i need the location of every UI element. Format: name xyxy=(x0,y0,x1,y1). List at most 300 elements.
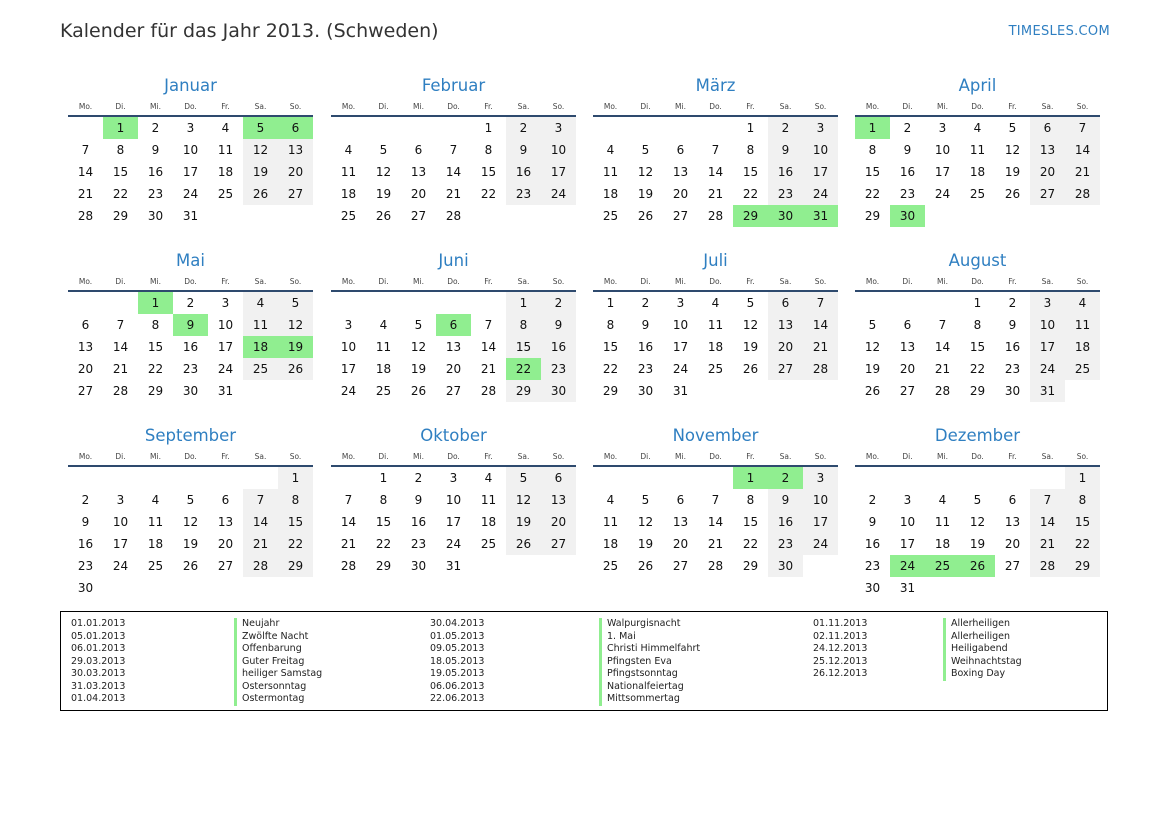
weekday-label: Do. xyxy=(709,102,722,111)
day-cell: 31 xyxy=(217,384,234,398)
day-cell: 9 xyxy=(768,489,803,511)
day-cell: 26 xyxy=(637,209,654,223)
day-grid xyxy=(593,467,838,577)
month-name: Juli xyxy=(703,251,728,270)
day-cell: 21 xyxy=(77,187,94,201)
day-cell: 24 xyxy=(934,187,951,201)
legend-date: 19.05.2013 xyxy=(430,668,485,679)
day-cell: 25 xyxy=(375,384,392,398)
weekday-label: Do. xyxy=(447,452,460,461)
day-cell: 4 xyxy=(938,493,947,507)
day-cell: 23 xyxy=(768,533,803,555)
day-cell: 23 xyxy=(864,559,881,573)
day-cell: 3 xyxy=(449,471,458,485)
day-cell: 18 xyxy=(969,165,986,179)
day-cell: 7 xyxy=(711,143,720,157)
empty-cell xyxy=(855,292,890,314)
legend-holiday-name: Ostersonntag xyxy=(234,681,322,694)
weekday-header xyxy=(68,450,313,464)
day-cell: 13 xyxy=(77,340,94,354)
day-cell: 21 xyxy=(340,537,357,551)
day-cell: 9 xyxy=(768,139,803,161)
day-cell: 13 xyxy=(672,515,689,529)
month-dezember xyxy=(855,424,1100,599)
day-cell: 17 xyxy=(803,511,838,533)
day-cell: 7 xyxy=(81,143,90,157)
day-cell: 10 xyxy=(182,143,199,157)
day-cell: 16 xyxy=(899,165,916,179)
day-cell: 10 xyxy=(1030,314,1065,336)
day-cell: 5 xyxy=(641,493,650,507)
legend-holiday-name: Weihnachtstag xyxy=(943,656,1022,669)
day-cell: 28 xyxy=(480,384,497,398)
legend-holiday-name: Neujahr xyxy=(234,618,322,631)
day-cell: 20 xyxy=(899,362,916,376)
weekday-label: Do. xyxy=(447,102,460,111)
empty-cell xyxy=(698,117,733,139)
day-cell: 24 xyxy=(672,362,689,376)
day-cell: 23 xyxy=(182,362,199,376)
day-cell: 21 xyxy=(707,537,724,551)
day-cell: 5 xyxy=(641,143,650,157)
weekday-header xyxy=(331,450,576,464)
legend-holiday-name: Pfingstsonntag xyxy=(599,668,700,681)
weekday-label: So. xyxy=(814,452,827,461)
day-cell: 4 xyxy=(606,493,615,507)
weekday-label: Mi. xyxy=(413,102,424,111)
holiday-day-cell: 1 xyxy=(103,117,138,139)
weekday-label: Mi. xyxy=(937,452,948,461)
page-title: Kalender für das Jahr 2013. (Schweden) xyxy=(60,20,439,42)
day-cell: 22 xyxy=(375,537,392,551)
weekday-label: Fr. xyxy=(484,102,493,111)
weekday-label: Mo. xyxy=(865,102,880,111)
empty-cell xyxy=(138,467,173,489)
day-cell: 17 xyxy=(541,161,576,183)
day-cell: 1 xyxy=(746,121,755,135)
day-cell: 21 xyxy=(445,187,462,201)
day-cell: 13 xyxy=(445,340,462,354)
legend-date: 25.12.2013 xyxy=(813,655,868,667)
month-september xyxy=(68,424,313,599)
weekday-label: Mi. xyxy=(413,277,424,286)
legend-holiday-name: Mittsommertag xyxy=(599,693,700,706)
day-cell: 24 xyxy=(541,183,576,205)
day-cell: 14 xyxy=(1065,139,1100,161)
day-cell: 19 xyxy=(637,537,654,551)
holiday-day-cell: 24 xyxy=(890,555,925,577)
day-cell: 29 xyxy=(1065,555,1100,577)
day-cell: 19 xyxy=(410,362,427,376)
day-cell: 1 xyxy=(606,296,615,310)
weekday-label: Sa. xyxy=(254,102,267,111)
holiday-day-cell: 30 xyxy=(890,205,925,227)
weekday-label: Sa. xyxy=(779,277,792,286)
day-cell: 27 xyxy=(410,209,427,223)
legend-holiday-name: Christi Himmelfahrt xyxy=(599,643,700,656)
day-cell: 13 xyxy=(1030,139,1065,161)
day-cell: 29 xyxy=(506,380,541,402)
day-cell: 31 xyxy=(899,581,916,595)
day-cell: 16 xyxy=(182,340,199,354)
month-name: Februar xyxy=(421,76,486,95)
day-cell: 12 xyxy=(182,515,199,529)
month-name: März xyxy=(695,76,736,95)
day-cell: 29 xyxy=(602,384,619,398)
day-cell: 26 xyxy=(506,533,541,555)
day-cell: 8 xyxy=(1065,489,1100,511)
weekday-label: Sa. xyxy=(1041,452,1054,461)
weekday-label: Do. xyxy=(971,277,984,286)
weekday-label: So. xyxy=(1076,277,1089,286)
day-cell: 27 xyxy=(217,559,234,573)
weekday-header xyxy=(68,275,313,289)
day-cell: 9 xyxy=(1008,318,1017,332)
day-cell: 11 xyxy=(375,340,392,354)
holiday-day-cell: 1 xyxy=(855,117,890,139)
empty-cell xyxy=(436,292,471,314)
day-cell: 23 xyxy=(1004,362,1021,376)
day-cell: 17 xyxy=(672,340,689,354)
holiday-day-cell: 22 xyxy=(506,358,541,380)
day-cell: 26 xyxy=(1004,187,1021,201)
holiday-day-cell: 25 xyxy=(925,555,960,577)
day-cell: 9 xyxy=(506,139,541,161)
day-cell: 18 xyxy=(375,362,392,376)
month-august xyxy=(855,249,1100,402)
day-cell: 2 xyxy=(541,292,576,314)
legend-date: 06.06.2013 xyxy=(430,680,485,692)
day-cell: 12 xyxy=(243,139,278,161)
legend-date: 01.01.2013 xyxy=(71,618,126,629)
month-januar xyxy=(68,74,313,227)
day-cell: 25 xyxy=(602,559,619,573)
weekday-label: Sa. xyxy=(517,277,530,286)
weekday-header xyxy=(331,100,576,114)
day-cell: 15 xyxy=(112,165,129,179)
day-cell: 21 xyxy=(243,533,278,555)
day-cell: 22 xyxy=(147,362,164,376)
day-cell: 18 xyxy=(1065,336,1100,358)
day-cell: 18 xyxy=(707,340,724,354)
day-cell: 27 xyxy=(77,384,94,398)
day-cell: 5 xyxy=(278,292,313,314)
legend-holiday-name: Zwölfte Nacht xyxy=(234,631,322,644)
day-cell: 13 xyxy=(278,139,313,161)
day-cell: 13 xyxy=(672,165,689,179)
empty-cell xyxy=(855,467,890,489)
day-cell: 24 xyxy=(1030,358,1065,380)
day-cell: 4 xyxy=(1065,292,1100,314)
day-cell: 4 xyxy=(379,318,388,332)
day-cell: 30 xyxy=(864,581,881,595)
day-cell: 9 xyxy=(541,314,576,336)
holiday-legend xyxy=(60,611,1108,711)
weekday-header xyxy=(855,100,1100,114)
day-cell: 20 xyxy=(1030,161,1065,183)
day-cell: 22 xyxy=(864,187,881,201)
day-cell: 20 xyxy=(672,187,689,201)
day-cell: 19 xyxy=(375,187,392,201)
legend-date: 01.11.2013 xyxy=(813,618,868,629)
weekday-label: Mo. xyxy=(341,102,356,111)
day-cell: 6 xyxy=(1030,117,1065,139)
day-cell: 6 xyxy=(81,318,90,332)
day-cell: 27 xyxy=(672,559,689,573)
day-cell: 18 xyxy=(480,515,497,529)
day-cell: 16 xyxy=(637,340,654,354)
legend-date: 31.03.2013 xyxy=(71,680,126,692)
day-cell: 2 xyxy=(768,117,803,139)
weekday-label: Di. xyxy=(115,277,126,286)
day-cell: 28 xyxy=(77,209,94,223)
day-cell: 17 xyxy=(217,340,234,354)
day-cell: 15 xyxy=(506,336,541,358)
legend-date: 09.05.2013 xyxy=(430,643,485,654)
day-cell: 26 xyxy=(375,209,392,223)
legend-holiday-name: Walpurgisnacht xyxy=(599,618,700,631)
day-cell: 12 xyxy=(969,515,986,529)
day-cell: 4 xyxy=(344,143,353,157)
weekday-label: So. xyxy=(289,277,302,286)
day-cell: 15 xyxy=(147,340,164,354)
day-cell: 6 xyxy=(414,143,423,157)
empty-cell xyxy=(331,467,366,489)
day-cell: 7 xyxy=(711,493,720,507)
day-cell: 7 xyxy=(116,318,125,332)
weekday-label: Di. xyxy=(902,452,913,461)
day-cell: 25 xyxy=(602,209,619,223)
day-cell: 1 xyxy=(484,121,493,135)
empty-cell xyxy=(925,292,960,314)
empty-cell xyxy=(331,117,366,139)
day-cell: 30 xyxy=(541,380,576,402)
day-cell: 14 xyxy=(707,515,724,529)
day-cell: 5 xyxy=(746,296,755,310)
day-cell: 24 xyxy=(182,187,199,201)
legend-holiday-name: Ostermontag xyxy=(234,693,322,706)
weekday-label: Di. xyxy=(378,452,389,461)
empty-cell xyxy=(103,292,138,314)
day-cell: 3 xyxy=(903,493,912,507)
day-cell: 1 xyxy=(1065,467,1100,489)
legend-names-column xyxy=(599,618,700,706)
legend-date: 02.11.2013 xyxy=(813,630,868,642)
empty-cell xyxy=(401,292,436,314)
day-cell: 3 xyxy=(803,117,838,139)
day-cell: 4 xyxy=(484,471,493,485)
day-cell: 22 xyxy=(742,537,759,551)
day-cell: 20 xyxy=(445,362,462,376)
weekday-label: Fr. xyxy=(221,452,230,461)
weekday-label: Sa. xyxy=(254,452,267,461)
weekday-label: Do. xyxy=(184,102,197,111)
day-grid xyxy=(855,467,1100,599)
weekday-label: Mi. xyxy=(150,102,161,111)
legend-dates-column xyxy=(813,618,867,681)
legend-dates-column xyxy=(430,618,484,706)
day-grid xyxy=(593,292,838,402)
legend-dates-column xyxy=(71,618,125,706)
day-cell: 6 xyxy=(541,467,576,489)
day-cell: 3 xyxy=(344,318,353,332)
weekday-label: Di. xyxy=(115,452,126,461)
day-cell: 27 xyxy=(445,384,462,398)
day-cell: 1 xyxy=(278,467,313,489)
holiday-day-cell: 1 xyxy=(733,467,768,489)
day-cell: 16 xyxy=(147,165,164,179)
day-cell: 30 xyxy=(410,559,427,573)
legend-holiday-name: Nationalfeiertag xyxy=(599,681,700,694)
weekday-label: So. xyxy=(552,102,565,111)
day-cell: 3 xyxy=(116,493,125,507)
day-cell: 23 xyxy=(768,183,803,205)
day-cell: 8 xyxy=(973,318,982,332)
legend-date: 30.04.2013 xyxy=(430,618,485,629)
day-cell: 13 xyxy=(217,515,234,529)
holiday-day-cell: 26 xyxy=(960,555,995,577)
day-cell: 13 xyxy=(768,314,803,336)
weekday-label: Sa. xyxy=(779,452,792,461)
day-cell: 13 xyxy=(1004,515,1021,529)
brand-link[interactable]: TIMESLES.COM xyxy=(1008,24,1110,39)
empty-cell xyxy=(436,117,471,139)
day-cell: 16 xyxy=(541,336,576,358)
day-cell: 21 xyxy=(1065,161,1100,183)
day-cell: 16 xyxy=(410,515,427,529)
day-cell: 28 xyxy=(934,384,951,398)
day-cell: 13 xyxy=(410,165,427,179)
day-cell: 29 xyxy=(742,559,759,573)
holiday-day-cell: 6 xyxy=(278,117,313,139)
day-cell: 17 xyxy=(899,537,916,551)
day-grid xyxy=(331,467,576,577)
empty-cell xyxy=(663,467,698,489)
day-cell: 30 xyxy=(77,581,94,595)
day-cell: 30 xyxy=(1004,384,1021,398)
weekday-label: Sa. xyxy=(254,277,267,286)
day-cell: 14 xyxy=(1030,511,1065,533)
day-cell: 14 xyxy=(707,165,724,179)
empty-cell xyxy=(628,117,663,139)
weekday-label: Do. xyxy=(971,102,984,111)
day-cell: 14 xyxy=(445,165,462,179)
day-cell: 28 xyxy=(1065,183,1100,205)
legend-holiday-name: 1. Mai xyxy=(599,631,700,644)
day-cell: 3 xyxy=(221,296,230,310)
day-cell: 9 xyxy=(868,515,877,529)
day-cell: 5 xyxy=(506,467,541,489)
weekday-label: So. xyxy=(814,102,827,111)
weekday-label: Mo. xyxy=(603,452,618,461)
day-cell: 15 xyxy=(969,340,986,354)
weekday-label: Mi. xyxy=(937,102,948,111)
month-mai xyxy=(68,249,313,402)
day-cell: 18 xyxy=(934,537,951,551)
weekday-label: Fr. xyxy=(1008,102,1017,111)
day-cell: 11 xyxy=(1065,314,1100,336)
day-cell: 27 xyxy=(899,384,916,398)
day-cell: 27 xyxy=(278,183,313,205)
day-cell: 17 xyxy=(934,165,951,179)
month-oktober xyxy=(331,424,576,577)
month-name: Juni xyxy=(438,251,469,270)
day-cell: 8 xyxy=(868,143,877,157)
day-cell: 13 xyxy=(899,340,916,354)
day-cell: 3 xyxy=(1030,292,1065,314)
weekday-label: So. xyxy=(552,452,565,461)
empty-cell xyxy=(401,117,436,139)
weekday-label: Fr. xyxy=(221,277,230,286)
weekday-label: Mo. xyxy=(78,102,93,111)
weekday-label: Sa. xyxy=(1041,102,1054,111)
day-cell: 23 xyxy=(899,187,916,201)
day-cell: 26 xyxy=(637,559,654,573)
weekday-label: Fr. xyxy=(484,452,493,461)
weekday-label: Mo. xyxy=(341,452,356,461)
empty-cell xyxy=(103,467,138,489)
day-cell: 29 xyxy=(864,209,881,223)
weekday-label: So. xyxy=(1076,102,1089,111)
day-cell: 17 xyxy=(340,362,357,376)
day-cell: 26 xyxy=(182,559,199,573)
day-cell: 20 xyxy=(278,161,313,183)
day-cell: 19 xyxy=(1004,165,1021,179)
day-cell: 31 xyxy=(672,384,689,398)
day-cell: 2 xyxy=(1008,296,1017,310)
day-cell: 8 xyxy=(606,318,615,332)
legend-holiday-name: Boxing Day xyxy=(943,668,1022,681)
day-cell: 15 xyxy=(375,515,392,529)
empty-cell xyxy=(925,467,960,489)
day-cell: 10 xyxy=(340,340,357,354)
day-cell: 11 xyxy=(480,493,497,507)
day-cell: 22 xyxy=(1065,533,1100,555)
day-cell: 26 xyxy=(742,362,759,376)
empty-cell xyxy=(68,467,103,489)
day-cell: 12 xyxy=(637,515,654,529)
day-cell: 16 xyxy=(77,537,94,551)
day-cell: 19 xyxy=(182,537,199,551)
day-cell: 20 xyxy=(1004,537,1021,551)
weekday-label: Mo. xyxy=(865,452,880,461)
day-cell: 22 xyxy=(742,187,759,201)
day-cell: 6 xyxy=(676,493,685,507)
day-cell: 4 xyxy=(606,143,615,157)
day-cell: 19 xyxy=(637,187,654,201)
day-cell: 20 xyxy=(541,511,576,533)
day-cell: 25 xyxy=(147,559,164,573)
day-cell: 29 xyxy=(375,559,392,573)
month-name: Mai xyxy=(176,251,205,270)
weekday-label: Di. xyxy=(902,102,913,111)
day-cell: 29 xyxy=(969,384,986,398)
day-cell: 8 xyxy=(506,314,541,336)
empty-cell xyxy=(995,467,1030,489)
day-cell: 18 xyxy=(602,187,619,201)
weekday-header xyxy=(593,275,838,289)
weekday-label: Mi. xyxy=(675,102,686,111)
day-cell: 27 xyxy=(1004,559,1021,573)
day-cell: 10 xyxy=(672,318,689,332)
day-cell: 22 xyxy=(112,187,129,201)
day-cell: 28 xyxy=(445,209,462,223)
weekday-label: Di. xyxy=(378,277,389,286)
weekday-label: Mo. xyxy=(865,277,880,286)
day-cell: 10 xyxy=(934,143,951,157)
day-cell: 12 xyxy=(410,340,427,354)
day-cell: 4 xyxy=(973,121,982,135)
